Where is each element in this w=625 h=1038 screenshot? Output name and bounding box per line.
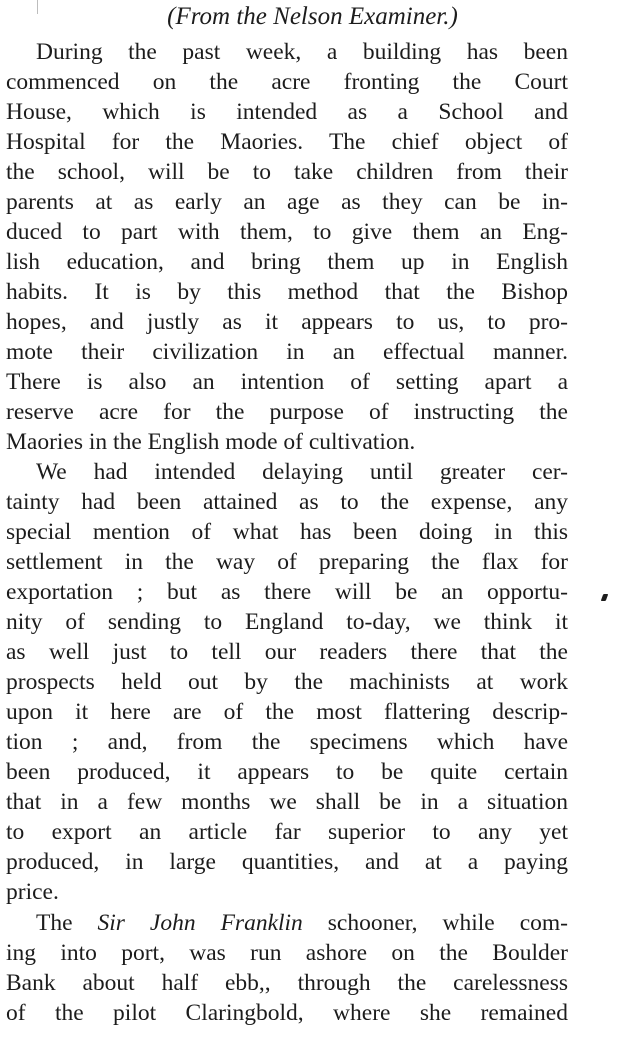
text-line: of the pilot Claringbold, where she remained [6, 1000, 568, 1026]
ship-name: Sir John Franklin [97, 910, 303, 936]
text-line: ing into port, was run ashore on the Boulder [6, 940, 568, 966]
text-line: to export an article far superior to any yet [6, 819, 568, 845]
text-line: habits. It is by this method that the Bishop [6, 279, 568, 305]
text-line: lish education, and bring them up in English [6, 249, 568, 275]
text-line: the school, will be to take children from their [6, 159, 568, 185]
text-line: prospects held out by the machinists at work [6, 669, 568, 695]
text-line: There is also an intention of setting apart a [6, 369, 568, 395]
text-line: We had intended delaying until greater cer- [36, 459, 568, 485]
text-line: tainty had been attained as to the expense, any [6, 489, 568, 515]
text-line: Maories in the English mode of cultivation. [6, 429, 416, 455]
text-line: produced, in large quantities, and at a paying [6, 849, 568, 875]
text-line: duced to part with them, to give them an Eng- [6, 219, 568, 245]
text-line: Hospital for the Maories. The chief object of [6, 129, 568, 155]
text-line: House, which is intended as a School and [6, 99, 568, 125]
text-line: reserve acre for the purpose of instructing the [6, 399, 568, 425]
text-line: been produced, it appears to be quite certain [6, 759, 568, 785]
text-line: Bank about half ebb,, through the carelessness [6, 970, 568, 996]
article-source-heading: (From the Nelson Examiner.) [167, 3, 458, 30]
text-line: settlement in the way of preparing the flax for [6, 549, 568, 575]
text-line: mote their civilization in an effectual manner. [6, 339, 568, 365]
text-line-with-ship-name [36, 908, 568, 938]
ink-speck [601, 594, 609, 601]
text-line: hopes, and justly as it appears to us, to pro- [6, 309, 568, 335]
text-line: nity of sending to England to-day, we think it [6, 609, 568, 635]
text-line: special mention of what has been doing in this [6, 519, 568, 545]
text-line: commenced on the acre fronting the Court [6, 69, 568, 95]
text-fragment: The [36, 910, 98, 936]
text-line: upon it here are of the most flattering descrip- [6, 699, 568, 725]
text-line: exportation ; but as there will be an opportu- [6, 579, 568, 605]
text-fragment: schooner, while com- [302, 910, 568, 936]
text-line: tion ; and, from the specimens which have [6, 729, 568, 755]
text-line: parents at as early an age as they can be in- [6, 189, 568, 215]
text-line: During the past week, a building has been [36, 39, 568, 65]
text-line: as well just to tell our readers there that the [6, 639, 568, 665]
text-line: that in a few months we shall be in a situation [6, 789, 568, 815]
text-line: price. [6, 879, 59, 905]
